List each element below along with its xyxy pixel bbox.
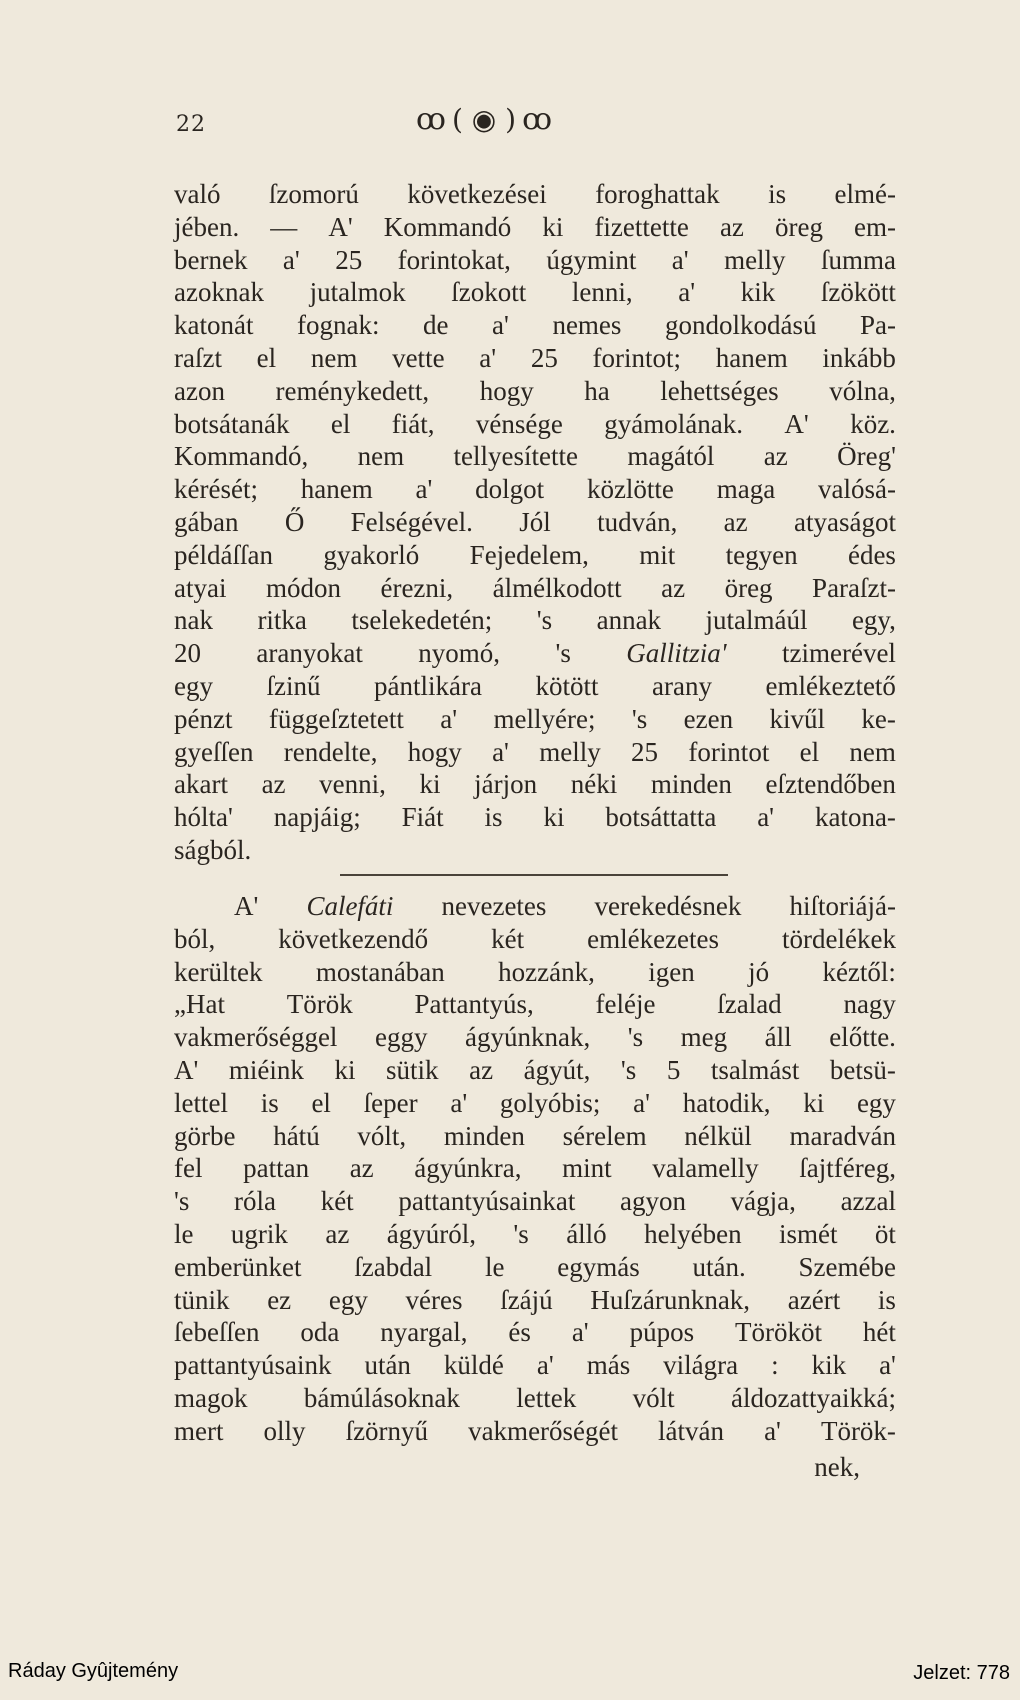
paragraph-1 [174,178,896,867]
text-line: pattantyúsaink után küldé a' más világra : kik a' [174,1350,896,1381]
text-line: Kommandó, nem tellyesítette magától az Öreg' [174,441,896,472]
text-line: jében. — A' Kommandó ki fizettette az öreg em- [174,211,896,242]
text-line: raſzt el nem vette a' 25 forintot; hanem inkább [174,342,896,373]
text-line: emberünket ſzabdal le egymás után. Szemébe [174,1251,896,1282]
text-line: pénzt függeſztetett a' mellyére; 's ezen kivűl ke- [174,703,896,734]
section-divider [340,874,728,876]
ornament-center: ( ◉ ) [451,103,517,136]
text-line: le ugrik az ágyúról, 's álló helyében ismét öt [174,1218,896,1249]
text-line: vakmerőséggel eggy ágyúnknak, 's meg áll előtte. [174,1022,896,1053]
text-line: azoknak jutalmok ſzokott lenni, a' kik ſzökött [174,277,896,308]
text-line: katonát fognak: de a' nemes gondolkodású Pa- [174,310,896,341]
text-line: kérését; hanem a' dolgot közlötte maga valósá- [174,474,896,505]
text-line: mert olly ſzörnyű vakmerőségét látván a' Török- [174,1415,896,1446]
page-header [176,96,696,156]
text-line: egy ſzinű pántlikára kötött arany emlékeztető [174,670,896,701]
shelfmark-label: Jelzet: 778 [913,1662,1010,1684]
catchword: nek, [814,1452,860,1482]
text-line: 's róla két pattantyúsainkat agyon vágja, azzal [174,1186,896,1217]
text-line: atyai módon érezni, álmélkodott az öreg Paraſzt- [174,572,896,603]
page-edge [1020,0,1024,1700]
text-line: kerültek mostanában hozzánk, igen jó kéztől: [174,956,896,987]
text-line: akart az venni, ki járjon néki minden eſztendőben [174,769,896,800]
text-line: való ſzomorú következései foroghattak is elmé- [174,179,896,209]
text-line: botsátanák el fiát, vénsége gyámolának. A' köz. [174,408,896,439]
ornament-left: ꝏ [416,102,446,137]
text-line: példáſſan gyakorló Fejedelem, mit tegyen édes [174,539,896,570]
paragraph-2 [174,890,896,1448]
text-line: lettel is el ſeper a' golyóbis; a' hatodik, ki egy [174,1087,896,1118]
text-line: ſebeſſen oda nyargal, és a' púpos Törököt hét [174,1317,896,1348]
text-line: tünik ez egy véres ſzájú Huſzárunknak, azért is [174,1284,896,1315]
text-line: bernek a' 25 forintokat, úgymint a' melly ſumma [174,244,896,275]
text-line: nak ritka tselekedetén; 's annak jutalmáúl egy, [174,605,896,636]
text-line: „Hat Török Pattantyús, feléje ſzalad nagy [174,989,896,1020]
text-line: ságból. [174,834,252,865]
text-line: görbe hátú vólt, minden sérelem nélkül maradván [174,1120,896,1151]
text-line: A' Calefáti nevezetes verekedésnek hiſtoriájá- [234,891,896,921]
text-line: gában Ő Felségével. Jól tudván, az atyaságot [174,506,896,537]
text-line: ból, következendő két emlékezetes tördelékek [174,923,896,954]
text-line: azon reménykedett, hogy ha lehettséges vólna, [174,375,896,406]
text-line: fel pattan az ágyúnkra, mint valamelly ſajtféreg, [174,1153,896,1184]
text-line: magok bámúlásoknak lettek vólt áldozattyaikká; [174,1382,896,1413]
page-number: 22 [176,112,206,137]
collection-label: Ráday Gyûjtemény [8,1660,179,1682]
text-line: hólta' napjáig; Fiát is ki botsáttatta a' katona- [174,802,896,833]
text-line: gyeſſen rendelte, hogy a' melly 25 forintot el nem [174,736,896,767]
ornament-right: ꝏ [522,102,553,137]
text-line: 20 aranyokat nyomó, 's Gallitzia' tzimerével [174,638,896,669]
header-ornament-icon [416,102,552,137]
text-line: A' miéink ki sütik az ágyút, 's 5 tsalmást betsü- [174,1054,896,1085]
